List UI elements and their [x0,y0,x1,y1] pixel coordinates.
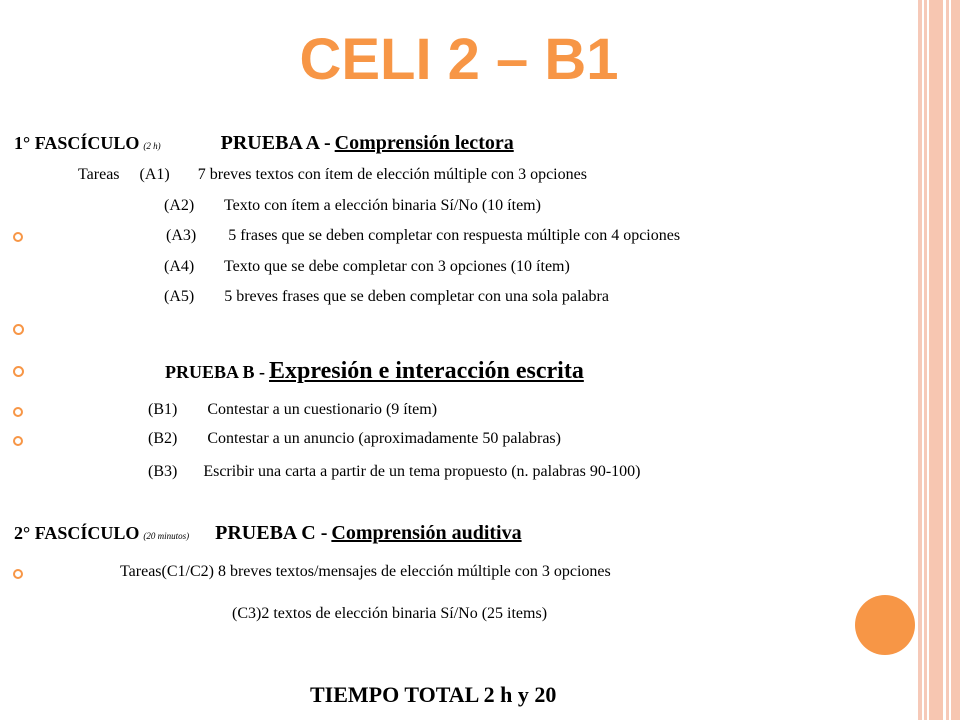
task-a5 [164,286,609,308]
bullet-icon [13,436,23,446]
task-text: 7 breves textos con ítem de elección múltiple con 3 opciones [197,166,587,183]
fasciculo2-label: 2° FASCÍCULO [14,523,140,543]
task-text: Contestar a un cuestionario (9 ítem) [207,401,438,418]
task-text: 5 breves frases que se deben completar con una sola palabra [224,288,609,305]
prueba-a-name: Comprensión lectora [334,132,514,154]
fasciculo1-time: (2 h) [143,141,161,151]
task-b3 [148,461,641,483]
bullet-icon [13,232,23,242]
prueba-b-name: Expresión e interacción escrita [269,358,584,384]
fasciculo1-label: 1° FASCÍCULO [14,133,140,153]
prueba-c-prefix: PRUEBA C - [215,522,328,544]
bullet-icon [13,569,23,579]
stripe [951,0,960,720]
prueba-b-heading [165,356,584,389]
task-code: (A5) [164,288,195,305]
tiempo-total: TIEMPO TOTAL 2 h y 20 [310,682,557,707]
bullet-icon [13,407,23,417]
task-code: (A3) [166,227,197,244]
stripe [918,0,922,720]
task-c1-c2: Tareas(C1/C2) 8 breves textos/mensajes de elección múltiple con 3 opciones [120,563,611,580]
task-b2 [148,428,561,450]
decorative-stripes [918,0,960,720]
task-text: Contestar a un anuncio (aproximadamente 50 palabras) [207,430,561,447]
stripe [929,0,943,720]
task-c3: (C3)2 textos de elección binaria Sí/No (25 items) [232,605,548,622]
tareas-intro: Tareas [78,166,120,183]
stripe [946,0,949,720]
fasciculo2-heading [14,522,522,547]
decorative-circle [855,595,915,655]
task-text: Escribir una carta a partir de un tema propuesto (n. palabras 90-100) [203,463,641,480]
task-code: (A4) [164,258,195,275]
task-text: Texto con ítem a elección binaria Sí/No (10 ítem) [223,197,541,214]
task-a3 [166,225,680,247]
task-a1 [78,164,587,186]
task-code: (A1) [139,166,170,183]
bullet-icon [13,324,24,335]
task-a2 [164,195,541,217]
slide-title: CELI 2 – B1 [299,27,619,92]
task-code: (A2) [164,197,195,214]
fasciculo2-time: (20 minutos) [143,531,190,541]
prueba-b-prefix: PRUEBA B - [165,362,266,382]
task-text: Texto que se debe completar con 3 opciones (10 ítem) [223,258,570,275]
task-code: (B2) [148,430,178,447]
task-code: (B1) [148,401,178,418]
bullet-icon [13,366,24,377]
stripe [924,0,927,720]
fasciculo1-heading [14,132,514,157]
prueba-c-name: Comprensión auditiva [331,522,522,544]
task-a4 [164,256,570,278]
prueba-a-prefix: PRUEBA A - [220,132,331,154]
task-b1 [148,399,437,421]
task-code: (B3) [148,463,178,480]
task-text: 5 frases que se deben completar con respuesta múltiple con 4 opciones [228,227,681,244]
